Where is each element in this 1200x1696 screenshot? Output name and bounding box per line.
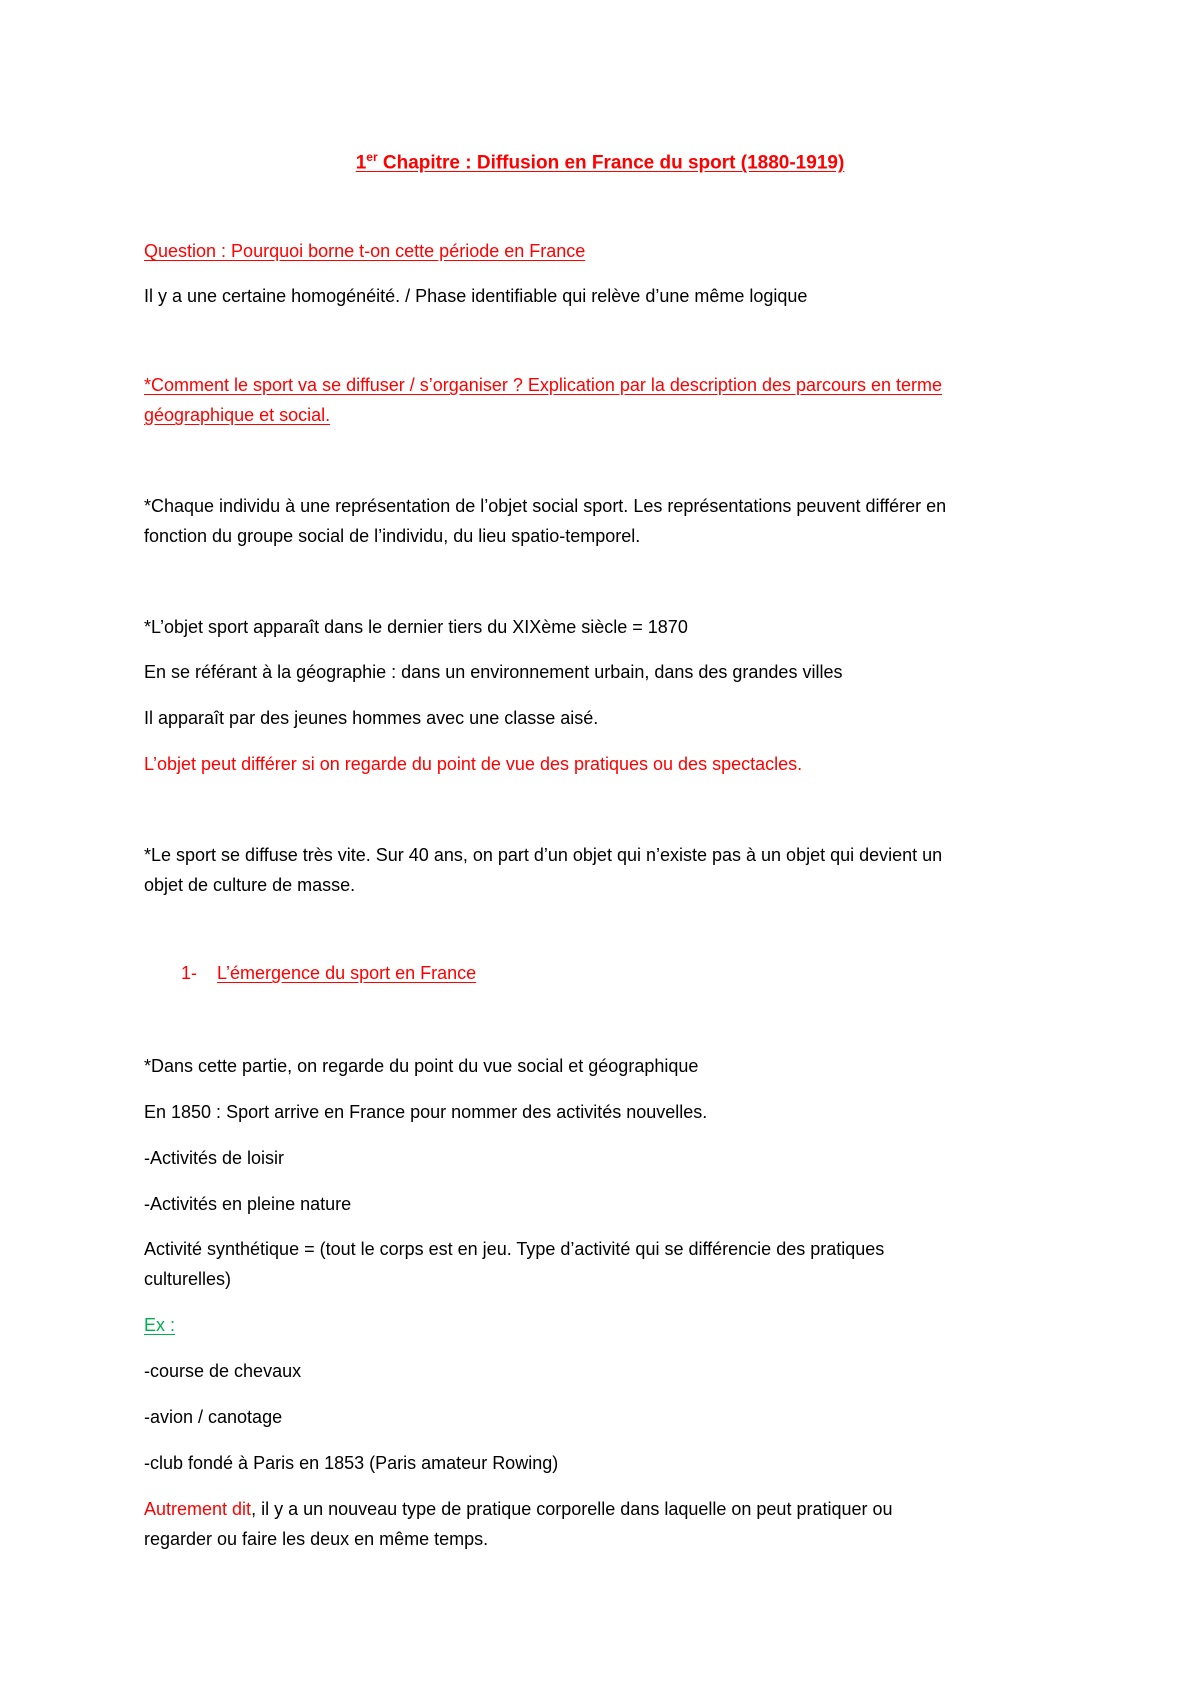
chapter-number-suffix: er: [366, 150, 378, 164]
autrement-rest: , il y a un nouveau type de pratique corporelle dans laquelle on peut pratiquer ou: [251, 1499, 893, 1519]
chapter-title: [0, 142, 1200, 178]
autrement-line-1: [144, 1494, 1064, 1524]
nature-line: -Activités en pleine nature: [144, 1194, 352, 1214]
question-line: Question : Pourquoi borne t-on cette période en France: [144, 241, 586, 261]
section-title: L’émergence du sport en France: [217, 963, 477, 983]
autrement-line-2: regarder ou faire les deux en même temps.: [144, 1529, 489, 1549]
club-line: -club fondé à Paris en 1853 (Paris amateur Rowing): [144, 1453, 559, 1473]
chapter-number: 1: [355, 152, 367, 174]
objet-sport-line: *L’objet sport apparaît dans le dernier tiers du XIXème siècle = 1870: [144, 617, 688, 637]
avion-line: -avion / canotage: [144, 1407, 283, 1427]
jeunes-line: Il apparaît par des jeunes hommes avec une classe aisé.: [144, 708, 599, 728]
synthetique-line-2: culturelles): [144, 1269, 232, 1289]
en1850-line: En 1850 : Sport arrive en France pour nommer des activités nouvelles.: [144, 1102, 708, 1122]
section-number: 1-: [181, 963, 198, 983]
autrement-dit-label: Autrement dit: [144, 1499, 252, 1519]
representation-line-1: *Chaque individu à une représentation de l’objet social sport. Les représentations peuvent différer en: [144, 496, 947, 516]
representation-line-2: fonction du groupe social de l’individu, du lieu spatio-temporel.: [144, 526, 641, 546]
objet-differer-line: L’objet peut différer si on regarde du point de vue des pratiques ou des spectacles.: [144, 754, 803, 774]
partie-line: *Dans cette partie, on regarde du point du vue social et géographique: [144, 1056, 699, 1076]
diffusion-line-1: *Le sport se diffuse très vite. Sur 40 ans, on part d’un objet qui n’existe pas à un objet qui devient un: [144, 845, 943, 865]
example-label: Ex :: [144, 1315, 176, 1335]
comment-line-1: *Comment le sport va se diffuser / s’organiser ? Explication par la description des parcours en terme: [144, 375, 943, 395]
synthetique-line-1: Activité synthétique = (tout le corps est en jeu. Type d’activité qui se différencie des pratiques: [144, 1239, 885, 1259]
chapter-title-text: Chapitre : Diffusion en France du sport (1880-1919): [377, 152, 845, 174]
section-heading-1: [181, 958, 476, 988]
diffusion-line-2: objet de culture de masse.: [144, 875, 356, 895]
loisir-line: -Activités de loisir: [144, 1148, 285, 1168]
homogeneity-line: Il y a une certaine homogénéité. / Phase identifiable qui relève d’une même logique: [144, 286, 808, 306]
comment-line-2: géographique et social.: [144, 405, 331, 425]
geographie-line: En se référant à la géographie : dans un environnement urbain, dans des grandes villes: [144, 662, 843, 682]
chevaux-line: -course de chevaux: [144, 1361, 302, 1381]
